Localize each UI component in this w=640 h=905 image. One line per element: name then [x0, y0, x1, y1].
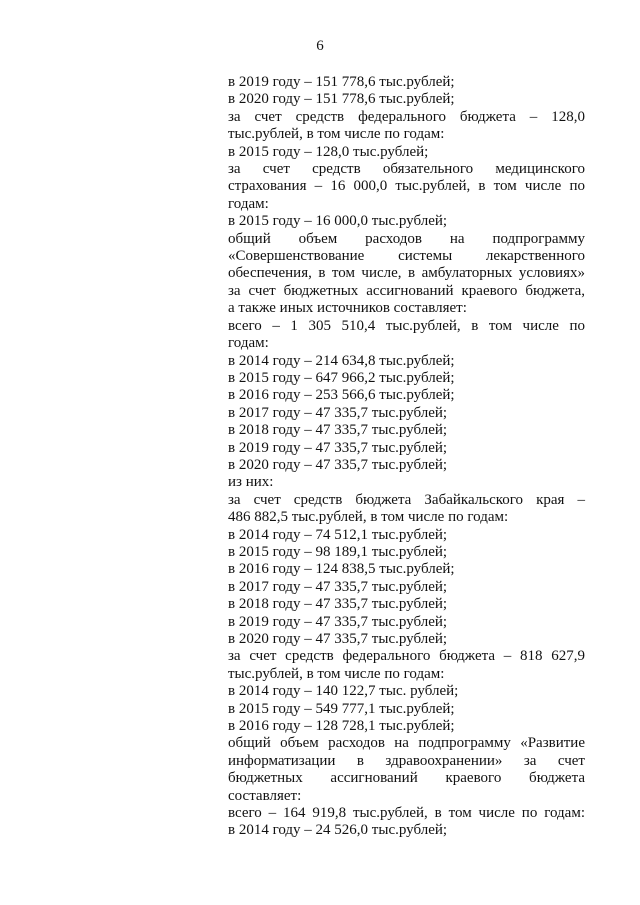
document-text-block: [228, 74, 585, 840]
text-line: в 2020 году – 151 778,6 тыс.рублей;: [228, 91, 455, 108]
text-line: в 2016 году – 128 728,1 тыс.рублей;: [228, 718, 455, 735]
text-line: из них:: [228, 474, 274, 491]
text-line: составляет:: [228, 787, 302, 804]
text-line: в 2015 году – 647 966,2 тыс.рублей;: [228, 369, 455, 386]
text-line: годам:: [228, 195, 269, 212]
text-line: всего – 1 305 510,4 тыс.рублей, в том числе по: [228, 317, 585, 334]
text-line: 486 882,5 тыс.рублей, в том числе по годам:: [228, 509, 509, 526]
text-line: за счет средств федерального бюджета – 818 627,9: [228, 648, 585, 665]
text-line: в 2018 году – 47 335,7 тыс.рублей;: [228, 596, 448, 613]
text-line: обеспечения, в том числе, в амбулаторных условиях»: [228, 265, 585, 282]
text-line: общий объем расходов на подпрограмму «Развитие: [228, 735, 585, 752]
text-line: в 2015 году – 16 000,0 тыс.рублей;: [228, 213, 448, 230]
text-line: страхования – 16 000,0 тыс.рублей, в том числе по: [228, 178, 585, 195]
text-line: в 2019 году – 47 335,7 тыс.рублей;: [228, 439, 448, 456]
text-line: в 2014 году – 74 512,1 тыс.рублей;: [228, 526, 448, 543]
text-line: за счет средств федерального бюджета – 128,0: [228, 108, 585, 125]
text-line: в 2019 году – 47 335,7 тыс.рублей;: [228, 613, 448, 630]
text-line: в 2015 году – 128,0 тыс.рублей;: [228, 143, 429, 160]
page-number: 6: [316, 38, 324, 54]
text-line: информатизации в здравоохранении» за счет: [228, 752, 585, 769]
text-line: в 2015 году – 549 777,1 тыс.рублей;: [228, 700, 455, 717]
text-line: годам:: [228, 335, 269, 352]
text-line: а также иных источников составляет:: [228, 300, 467, 317]
text-line: общий объем расходов на подпрограмму: [228, 230, 585, 247]
text-line: в 2015 году – 98 189,1 тыс.рублей;: [228, 543, 448, 560]
text-line: в 2017 году – 47 335,7 тыс.рублей;: [228, 578, 448, 595]
text-line: в 2018 году – 47 335,7 тыс.рублей;: [228, 422, 448, 439]
text-line: в 2017 году – 47 335,7 тыс.рублей;: [228, 404, 448, 421]
text-line: за счет бюджетных ассигнований краевого бюджета,: [228, 282, 585, 299]
text-line: за счет средств обязательного медицинского: [228, 161, 585, 178]
text-line: всего – 164 919,8 тыс.рублей, в том числе по годам:: [228, 805, 585, 822]
text-line: бюджетных ассигнований краевого бюджета: [228, 770, 585, 787]
text-line: в 2020 году – 47 335,7 тыс.рублей;: [228, 456, 448, 473]
text-line: за счет средств бюджета Забайкальского края –: [228, 491, 585, 508]
text-line: в 2014 году – 214 634,8 тыс.рублей;: [228, 352, 455, 369]
text-line: в 2014 году – 140 122,7 тыс. рублей;: [228, 683, 459, 700]
text-line: в 2020 году – 47 335,7 тыс.рублей;: [228, 631, 448, 647]
text-line: в 2019 году – 151 778,6 тыс.рублей;: [228, 74, 455, 90]
text-line: «Совершенствование системы лекарственного: [228, 248, 585, 265]
text-line: тыс.рублей, в том числе по годам:: [228, 665, 445, 682]
text-line: в 2016 году – 124 838,5 тыс.рублей;: [228, 561, 455, 578]
text-line: в 2016 году – 253 566,6 тыс.рублей;: [228, 387, 455, 404]
text-line: в 2014 году – 24 526,0 тыс.рублей;: [228, 822, 448, 839]
text-line: тыс.рублей, в том числе по годам:: [228, 126, 445, 143]
